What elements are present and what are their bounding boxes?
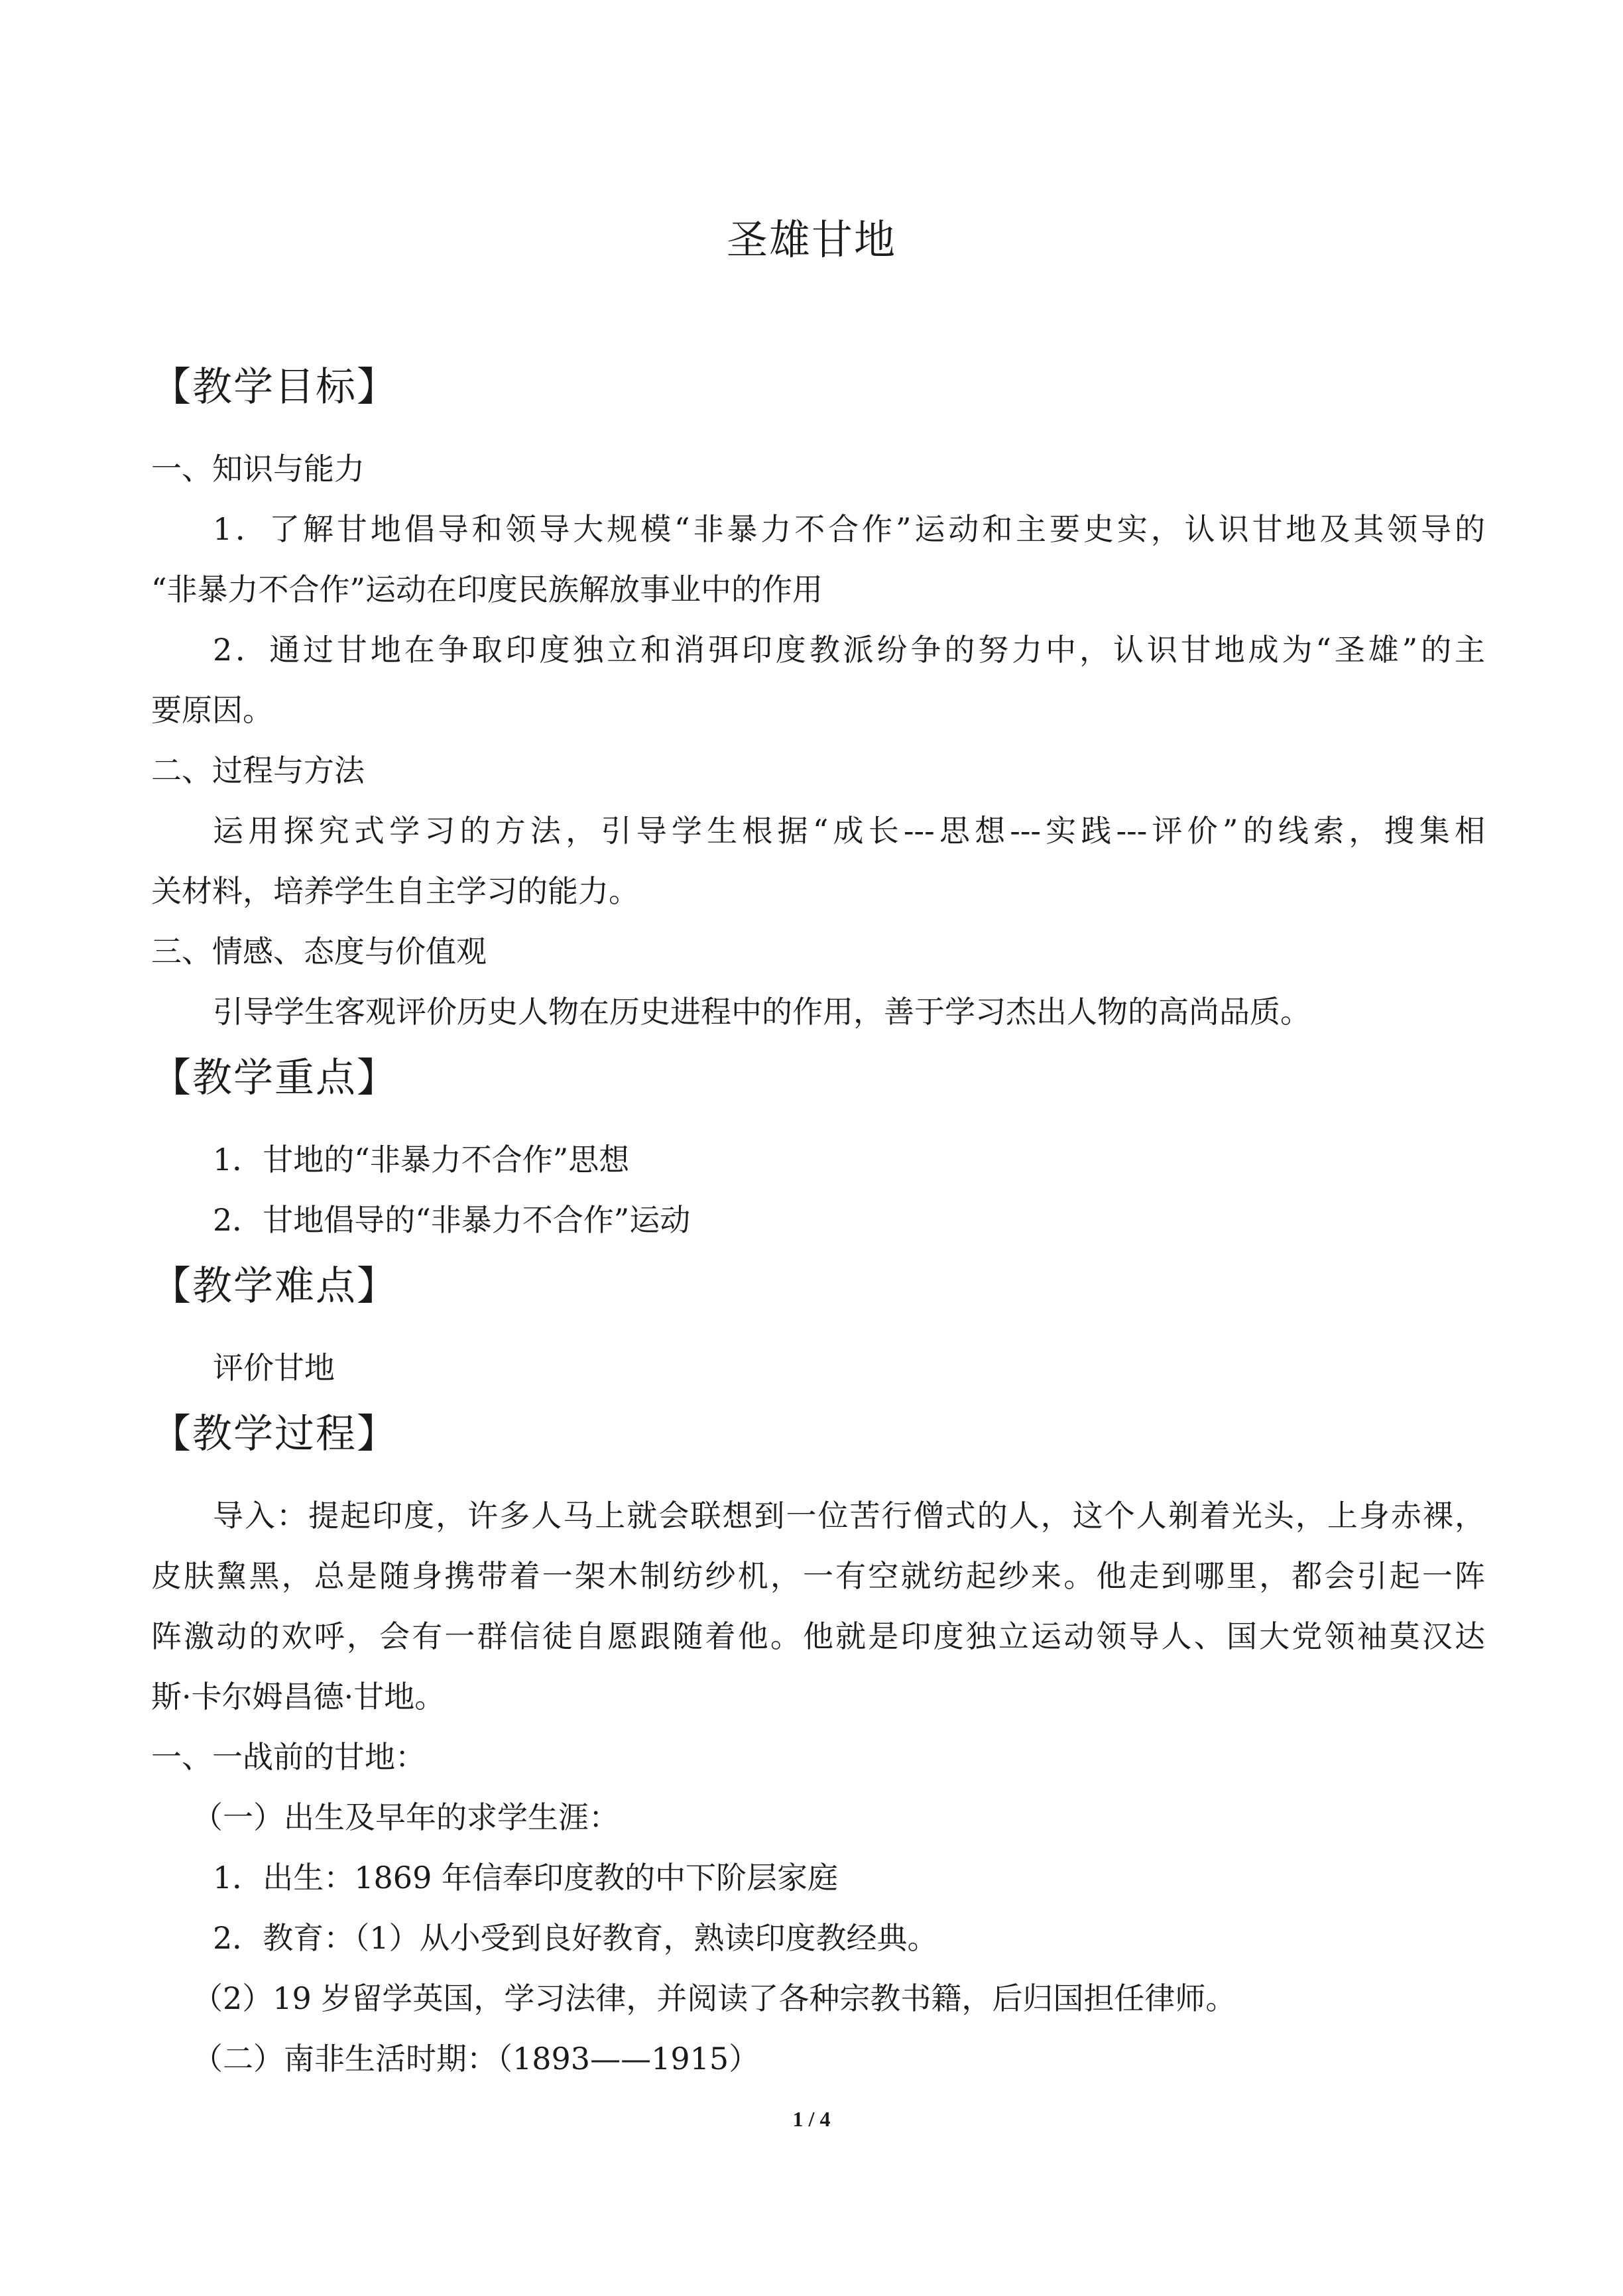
part-1-item-3: （2）19 岁留学英国，学习法律，并阅读了各种宗教书籍，后归国担任律师。 bbox=[192, 1980, 1236, 2016]
intro-line-3: 阵激动的欢呼，会有一群信徒自愿跟随着他。他就是印度独立运动领导人、国大党领袖莫汉达 bbox=[151, 1618, 1485, 1654]
document-title: 圣雄甘地 bbox=[726, 215, 896, 264]
part-1-subheading-1: （一）出生及早年的求学生涯： bbox=[192, 1799, 619, 1835]
objective-1-item-2-line-1: 2．通过甘地在争取印度独立和消弭印度教派纷争的努力中，认识甘地成为“圣雄”的主 bbox=[213, 632, 1485, 668]
document-body bbox=[151, 351, 1485, 2089]
section-heading-objectives: 【教学目标】 bbox=[151, 364, 398, 410]
section-heading-process: 【教学过程】 bbox=[151, 1411, 398, 1457]
objective-2-heading: 二、过程与方法 bbox=[151, 753, 365, 788]
objective-2-line-1: 运用探究式学习的方法，引导学生根据“成长---思想---实践---评价”的线索，搜集相 bbox=[213, 813, 1485, 849]
objective-1-heading: 一、知识与能力 bbox=[151, 451, 365, 487]
objective-3-heading: 三、情感、态度与价值观 bbox=[151, 934, 487, 969]
objective-2-line-2: 关材料，培养学生自主学习的能力。 bbox=[151, 873, 639, 909]
page-number: 1 / 4 bbox=[792, 2107, 831, 2131]
part-1-item-2: 2．教育：（1）从小受到良好教育，熟读印度教经典。 bbox=[213, 1920, 938, 1956]
part-1-heading: 一、一战前的甘地： bbox=[151, 1739, 426, 1775]
part-1-subheading-2: （二）南非生活时期：（1893——1915） bbox=[192, 2041, 760, 2077]
section-heading-difficulty: 【教学难点】 bbox=[151, 1263, 398, 1309]
intro-line-1: 导入：提起印度，许多人马上就会联想到一位苦行僧式的人，这个人剃着光头，上身赤裸， bbox=[213, 1498, 1485, 1534]
objective-3-line-1: 引导学生客观评价历史人物在历史进程中的作用，善于学习杰出人物的高尚品质。 bbox=[213, 994, 1311, 1030]
key-point-2: 2．甘地倡导的“非暴力不合作”运动 bbox=[213, 1202, 691, 1238]
intro-line-2: 皮肤黧黑，总是随身携带着一架木制纺纱机，一有空就纺起纱来。他走到哪里，都会引起一阵 bbox=[151, 1558, 1485, 1594]
section-heading-key-points: 【教学重点】 bbox=[151, 1055, 398, 1101]
objective-1-item-1-line-1: 1．了解甘地倡导和领导大规模“非暴力不合作”运动和主要史实，认识甘地及其领导的 bbox=[213, 511, 1485, 547]
intro-line-4: 斯·卡尔姆昌德·甘地。 bbox=[151, 1679, 446, 1715]
key-point-1: 1．甘地的“非暴力不合作”思想 bbox=[213, 1142, 630, 1178]
part-1-item-1: 1．出生：1869 年信奉印度教的中下阶层家庭 bbox=[213, 1860, 838, 1896]
objective-1-item-1-line-2: “非暴力不合作”运动在印度民族解放事业中的作用 bbox=[151, 572, 823, 607]
objective-1-item-2-line-2: 要原因。 bbox=[151, 692, 273, 728]
difficulty-item: 评价甘地 bbox=[213, 1350, 335, 1386]
